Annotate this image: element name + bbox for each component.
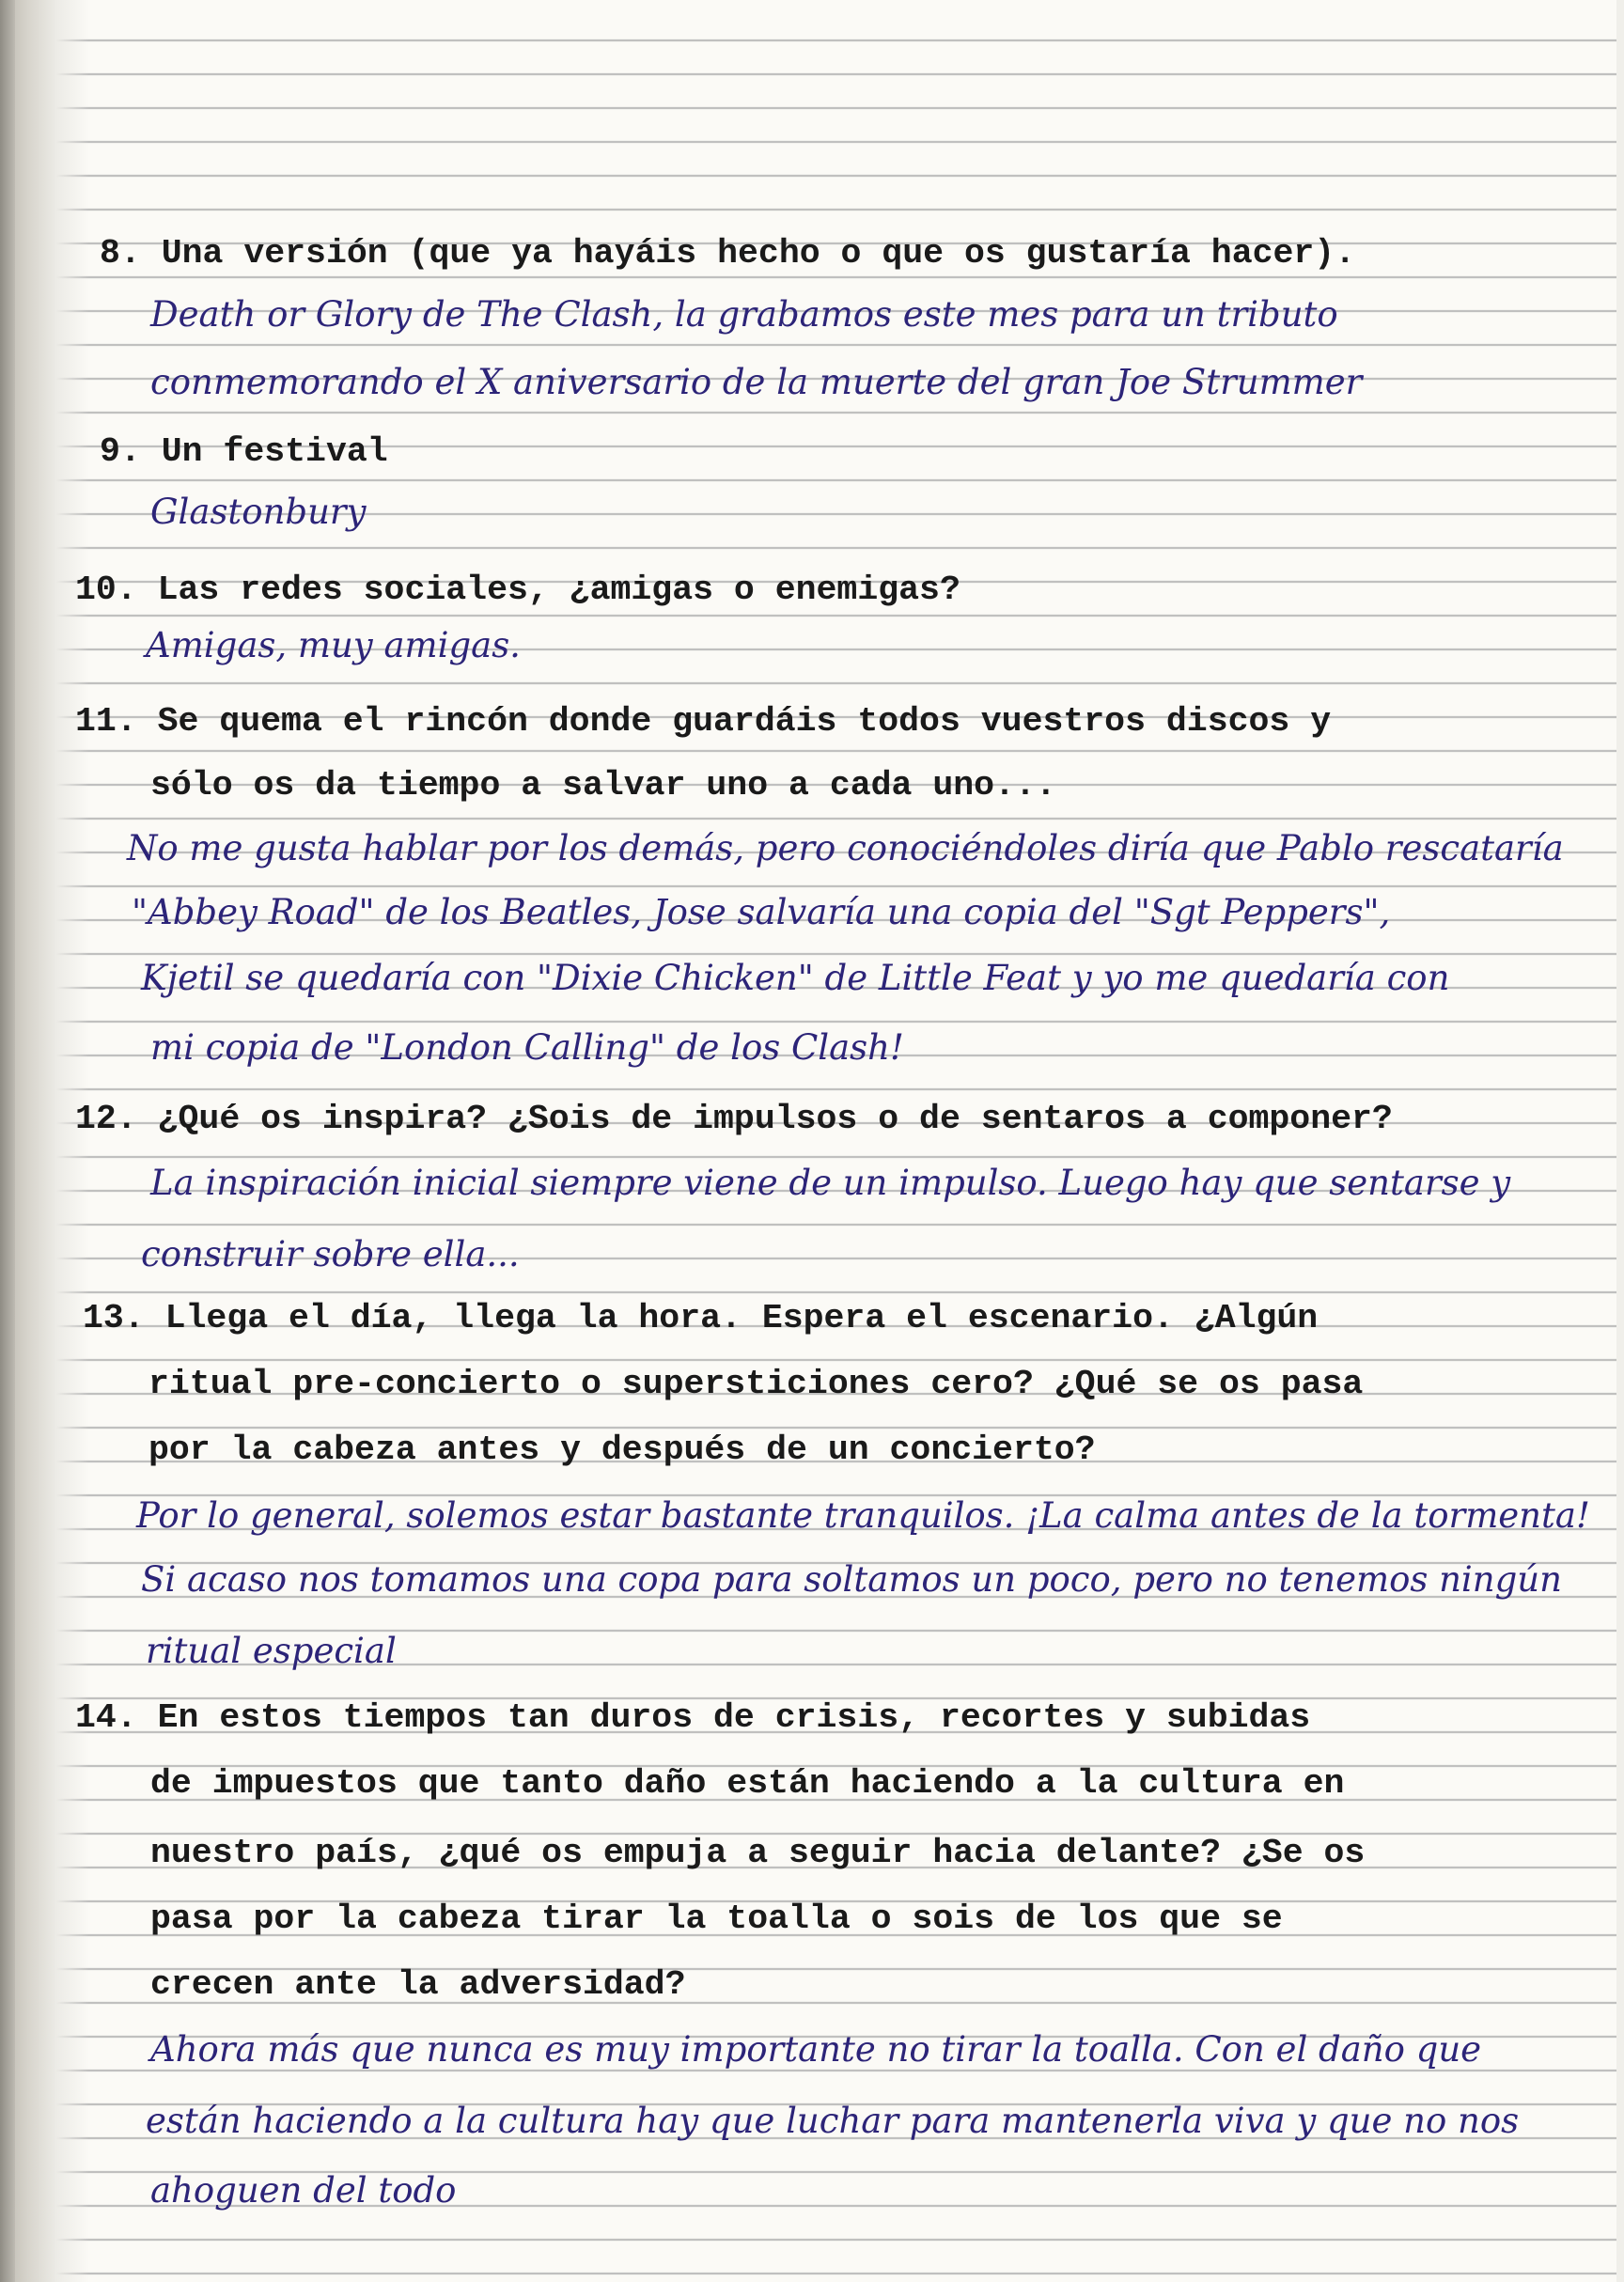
answer-13-line-2: Si acaso nos tomamos una copa para soltamos un poco, pero no tenemos ningún — [141, 1559, 1562, 1600]
question-13-line-3: por la cabeza antes y después de un concierto? — [148, 1430, 1096, 1469]
answer-14-line-1: Ahora más que nunca es muy importante no tirar la toalla. Con el daño que — [150, 2029, 1482, 2070]
notebook-spine — [0, 0, 15, 2282]
question-10-line-1: 10. Las redes sociales, ¿amigas o enemigas? — [75, 570, 960, 609]
answer-14-line-3: ahoguen del todo — [150, 2170, 457, 2211]
answer-13-line-1: Por lo general, solemos estar bastante tranquilos. ¡La calma antes de la tormenta! — [136, 1495, 1590, 1536]
answer-11-line-1: No me gusta hablar por los demás, pero conociéndoles diría que Pablo rescataría — [127, 828, 1564, 868]
answer-12-line-2: construir sobre ella... — [141, 1234, 520, 1274]
answer-8-line-2: conmemorando el X aniversario de la muerte del gran Joe Strummer — [150, 362, 1363, 402]
question-11-line-2: sólo os da tiempo a salvar uno a cada uno... — [150, 766, 1056, 805]
answer-11-line-2: "Abbey Road" de los Beatles, Jose salvaría una copia del "Sgt Peppers", — [132, 892, 1391, 932]
answer-9-line-1: Glastonbury — [150, 492, 367, 532]
answer-12-line-1: La inspiración inicial siempre viene de un impulso. Luego hay que sentarse y — [150, 1163, 1511, 1203]
question-14-line-5: crecen ante la adversidad? — [150, 1965, 686, 2004]
answer-11-line-4: mi copia de "London Calling" de los Clash! — [150, 1027, 904, 1068]
question-14-line-1: 14. En estos tiempos tan duros de crisis, recortes y subidas — [75, 1698, 1311, 1737]
question-9-line-1: 9. Un festival — [100, 432, 388, 471]
answer-11-line-3: Kjetil se quedaría con "Dixie Chicken" de Little Feat y yo me quedaría con — [141, 958, 1450, 998]
answer-8-line-1: Death or Glory de The Clash, la grabamos este mes para un tributo — [150, 294, 1338, 335]
page-edge — [1616, 0, 1624, 2282]
answer-10-line-1: Amigas, muy amigas. — [146, 625, 521, 665]
question-11-line-1: 11. Se quema el rincón donde guardáis todos vuestros discos y — [75, 702, 1332, 741]
answer-14-line-2: están haciendo a la cultura hay que luchar para mantenerla viva y que no nos — [146, 2101, 1520, 2141]
question-12-line-1: 12. ¿Qué os inspira? ¿Sois de impulsos o de sentaros a componer? — [75, 1100, 1393, 1138]
question-14-line-4: pasa por la cabeza tirar la toalla o sois de los que se — [150, 1899, 1283, 1938]
question-13-line-2: ritual pre-concierto o supersticiones cero? ¿Qué se os pasa — [148, 1365, 1364, 1403]
question-14-line-3: nuestro país, ¿qué os empuja a seguir hacia delante? ¿Se os — [150, 1834, 1366, 1872]
question-13-line-1: 13. Llega el día, llega la hora. Espera el escenario. ¿Algún — [83, 1299, 1319, 1337]
answer-13-line-3: ritual especial — [146, 1631, 397, 1671]
question-14-line-2: de impuestos que tanto daño están haciendo a la cultura en — [150, 1764, 1345, 1803]
question-8-line-1: 8. Una versión (que ya hayáis hecho o que os gustaría hacer). — [100, 234, 1356, 273]
